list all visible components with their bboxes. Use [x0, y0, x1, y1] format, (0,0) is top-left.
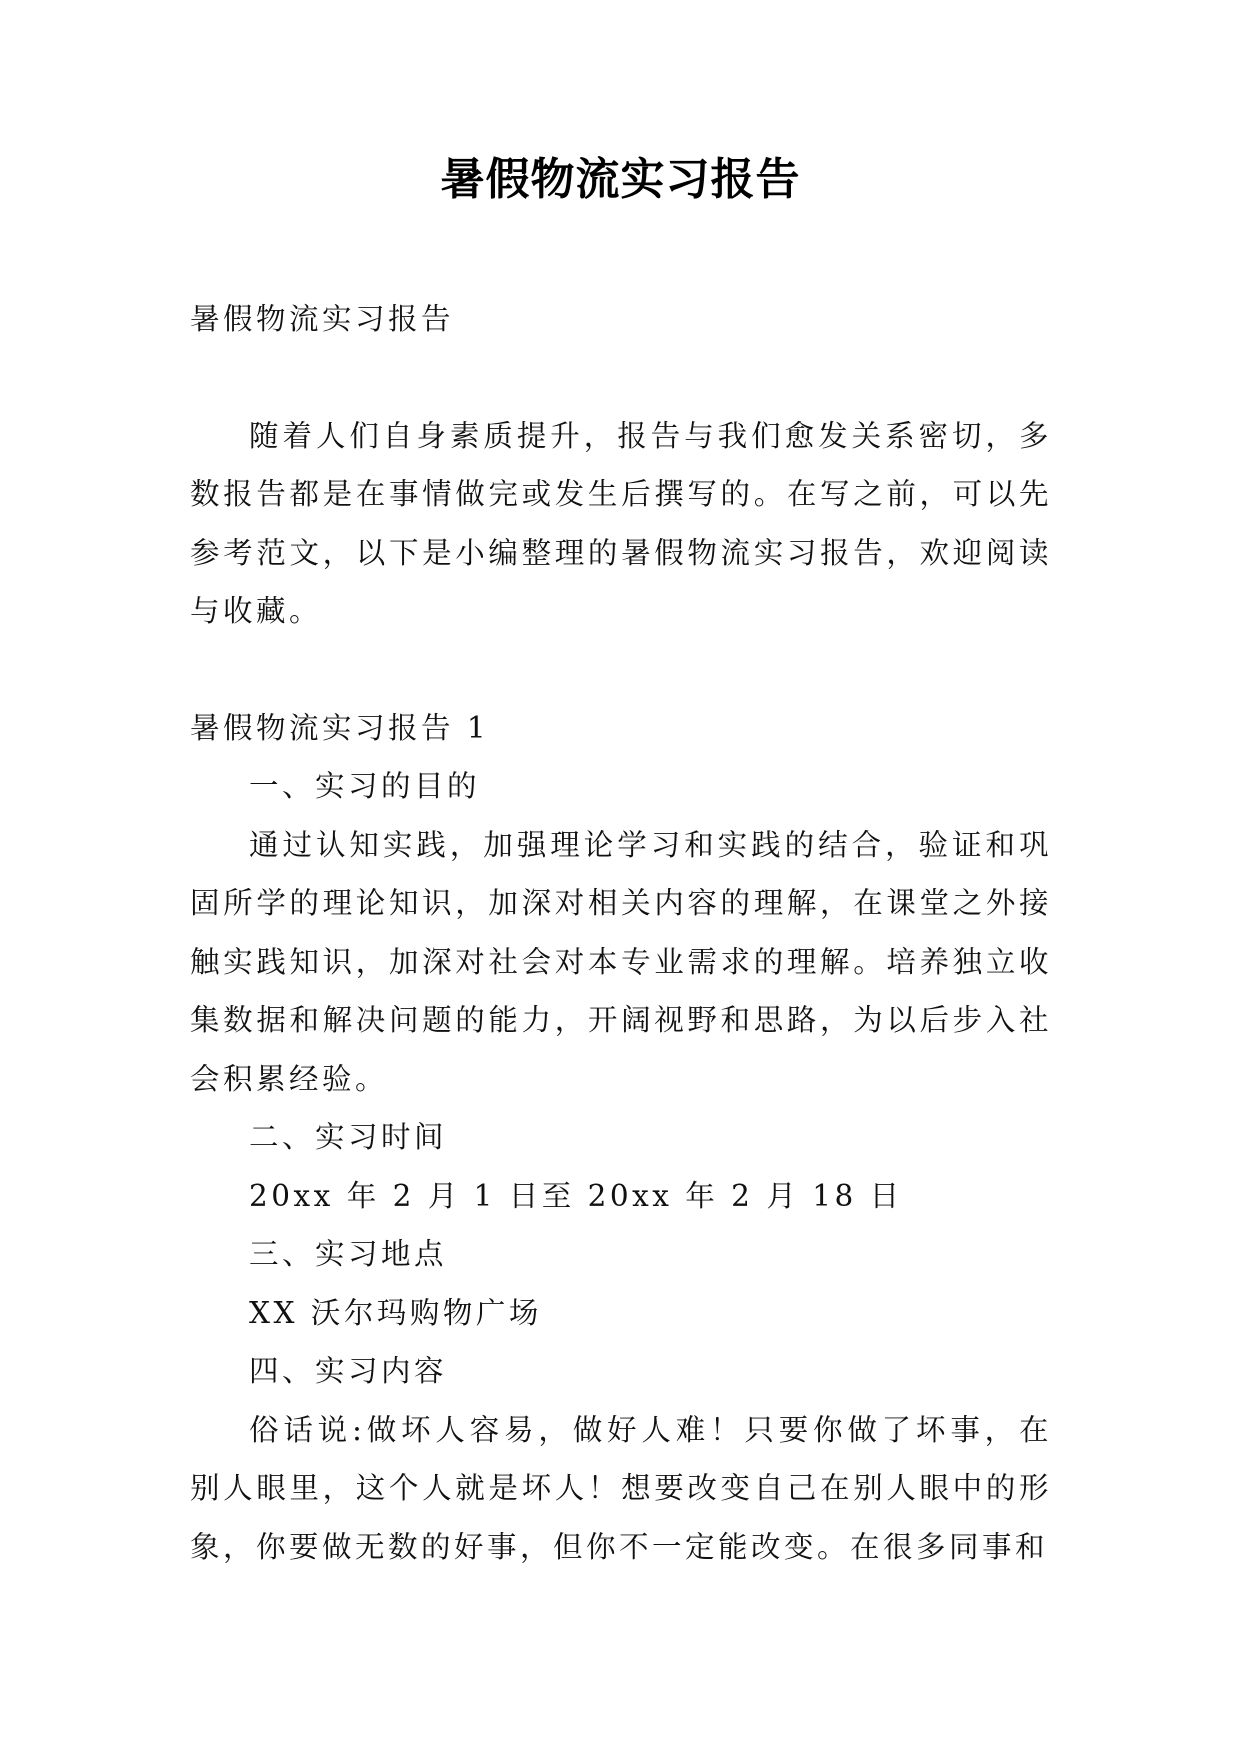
spacer: [190, 349, 1052, 407]
purpose-heading: 一、实习的目的: [249, 769, 481, 803]
intro-paragraph: 随着人们自身素质提升，报告与我们愈发关系密切，多数报告都是在事情做完或发生后撰写的。在写之前，可以先参考范文，以下是小编整理的暑假物流实习报告，欢迎阅读与收藏。: [190, 418, 1052, 628]
document-title: 暑假物流实习报告: [440, 154, 801, 205]
content-heading: 四、实习内容: [249, 1354, 448, 1388]
spacer: [190, 641, 1052, 699]
time-heading: 二、实习时间: [249, 1120, 448, 1154]
section-title: 暑假物流实习报告 1: [190, 710, 490, 745]
place-heading: 三、实习地点: [249, 1237, 448, 1271]
document-body: [190, 290, 1052, 1576]
subtitle-line: 暑假物流实习报告: [190, 302, 455, 336]
time-paragraph: 20xx 年 2 月 1 日至 20xx 年 2 月 18 日: [249, 1178, 903, 1213]
place-paragraph: XX 沃尔玛购物广场: [249, 1295, 542, 1330]
content-paragraph: 俗话说:做坏人容易，做好人难！只要你做了坏事，在别人眼里，这个人就是坏人！想要改变自己在别人眼中的形象，你要做无数的好事，但你不一定能改变。在很多同事和: [190, 1412, 1052, 1564]
purpose-paragraph: 通过认知实践，加强理论学习和实践的结合，验证和巩固所学的理论知识，加深对相关内容的理解，在课堂之外接触实践知识，加深对社会对本专业需求的理解。培养独立收集数据和解决问题的能力，开阔视野和思路，为以后步入社会积累经验。: [190, 827, 1052, 1096]
